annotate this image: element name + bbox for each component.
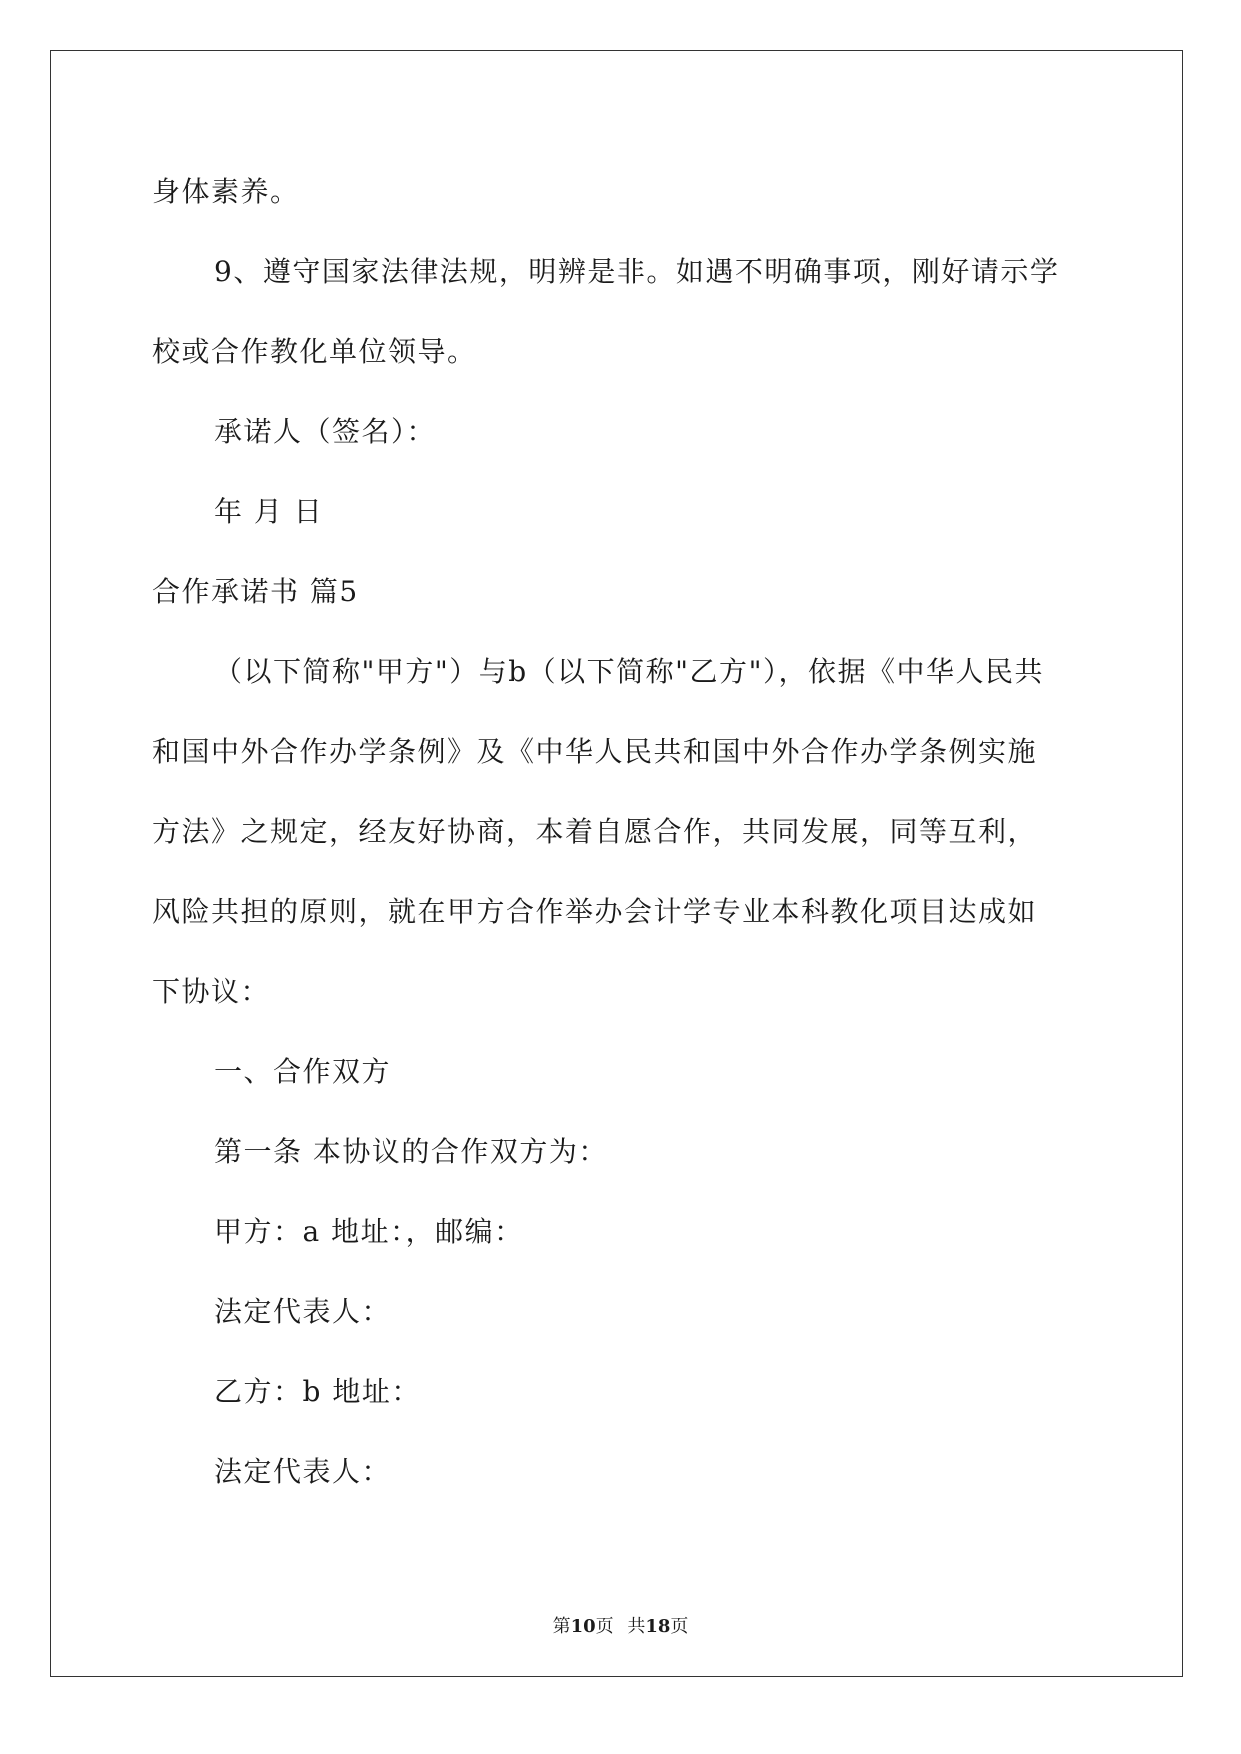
clause-9-line-1: 9、遵守国家法律法规，明辨是非。如遇不明确事项，刚好请示学: [214, 255, 1060, 288]
intro-line-1: （以下简称"甲方"）与b（以下简称"乙方"），依据《中华人民共: [214, 655, 1044, 688]
total-suffix: 页: [670, 1616, 689, 1637]
party-b-address: 乙方：b 地址：: [214, 1375, 421, 1408]
total-indicator: [627, 1616, 688, 1637]
page-prefix: 第: [552, 1616, 571, 1637]
intro-line-5: 下协议：: [152, 975, 271, 1008]
intro-line-4: 风险共担的原则，就在甲方合作举办会计学专业本科教化项目达成如: [152, 895, 1038, 928]
party-a-address: 甲方：a 地址：，邮编：: [214, 1215, 524, 1248]
signature-label: 承诺人（签名）：: [214, 415, 437, 448]
intro-line-3: 方法》之规定，经友好协商，本着自愿合作，共同发展，同等互利，: [152, 815, 1038, 848]
clause-9-line-2: 校或合作教化单位领导。: [152, 335, 477, 368]
page-number: 10: [570, 1616, 596, 1637]
party-a-representative: 法定代表人：: [214, 1295, 392, 1328]
total-number: 18: [645, 1616, 671, 1637]
total-prefix: 共: [627, 1616, 646, 1637]
heading-parties: 一、合作双方: [214, 1055, 392, 1088]
page-footer: [0, 1615, 1241, 1639]
party-b-representative: 法定代表人：: [214, 1455, 392, 1488]
date-label: 年 月 日: [214, 495, 324, 528]
page-indicator: [553, 1616, 614, 1637]
article-1: 第一条 本协议的合作双方为：: [214, 1135, 608, 1168]
text-line: 身体素养。: [152, 175, 300, 208]
page-suffix: 页: [595, 1616, 614, 1637]
section-title: 合作承诺书 篇5: [152, 575, 359, 608]
intro-line-2: 和国中外合作办学条例》及《中华人民共和国中外合作办学条例实施: [152, 735, 1038, 768]
page-border: [50, 50, 1183, 1677]
